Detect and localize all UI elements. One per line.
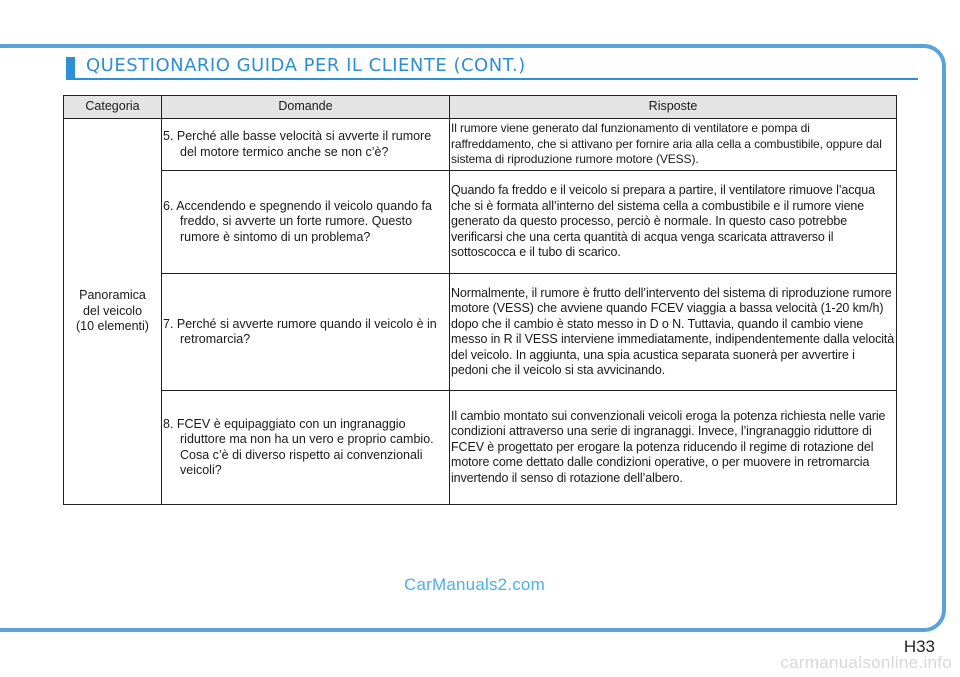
question-cell	[162, 391, 450, 505]
question-cell	[162, 119, 450, 171]
category-line: (10 elementi)	[76, 319, 149, 334]
category-line: del veicolo	[82, 303, 143, 318]
column-header-questions: Domande	[162, 96, 450, 119]
column-header-category: Categoria	[64, 96, 162, 119]
answer-text: Il rumore viene generato dal funzionamento di ventilatore e pompa di raffreddamento, che si attivano per fornire aria alla cella a combustibile, oppure dal sistema di riproduzione rumore motore (VESS).	[451, 121, 882, 167]
questionnaire-table	[63, 95, 897, 505]
answer-cell	[450, 171, 897, 274]
question-text: 7. Perché si avverte rumore quando il veicolo è in retromarcia?	[163, 316, 437, 346]
page-number: H33	[903, 637, 935, 656]
watermark-link[interactable]: CarManuals2.com	[404, 575, 545, 594]
source-watermark: carmanualsonline.info	[780, 653, 952, 672]
title-accent-bar	[66, 57, 75, 79]
table-header-row	[64, 96, 897, 119]
question-cell	[162, 274, 450, 391]
question-text: 5. Perché alle basse velocità si avverte il rumore del motore termico anche se non c’è?	[163, 129, 432, 159]
table-row	[64, 274, 897, 391]
answer-text: Il cambio montato sui convenzionali veicoli eroga la potenza richiesta nelle varie condizioni attraverso una serie di ingranaggi. Invece, l’ingranaggio riduttore di FCEV è progettato per erogare la potenza riducendo il regime di rotazione del motore come dettato dalle condizioni operative, o per muovere in retromarcia invertendo il senso di rotazione dell’albero.	[451, 408, 886, 485]
table-row	[64, 119, 897, 171]
table-row	[64, 391, 897, 505]
answer-text: Normalmente, il rumore è frutto dell’intervento del sistema di riproduzione rumore motore (VESS) che avviene quando FCEV viaggia a bassa velocità (1-20 km/h) dopo che il cambio è stato messo in D o N. Tuttavia, quando il cambio viene messo in R il VESS interviene immediatamente, indipendentemente dalla velocità del veicolo. In aggiunta, una spia acustica separata suonerà per avvertire i pedoni che il veicolo si sta avvicinando.	[451, 285, 895, 377]
column-header-answers: Risposte	[450, 96, 897, 119]
question-text: 8. FCEV è equipaggiato con un ingranaggio riduttore ma non ha un vero e proprio cambio. Cosa c’è di diverso rispetto ai convenzionali veicoli?	[163, 416, 434, 477]
category-cell	[64, 119, 162, 505]
question-text: 6. Accendendo e spegnendo il veicolo quando fa freddo, si avverte un forte rumore. Questo rumore è sintomo di un problema?	[163, 198, 432, 244]
page-title: QUESTIONARIO GUIDA PER IL CLIENTE (CONT.)	[86, 55, 526, 76]
table-row	[64, 171, 897, 274]
answer-cell	[450, 274, 897, 391]
answer-text: Quando fa freddo e il veicolo si prepara a partire, il ventilatore rimuove l’acqua che si è formata all’interno del sistema cella a combustibile e il rumore viene generato da questo processo, perciò è normale. In questo caso potrebbe verificarsi che una certa quantità di acqua venga scaricata attraverso il sottoscocca e il tubo di scarico.	[451, 183, 875, 260]
title-underline	[66, 78, 918, 80]
answer-cell	[450, 391, 897, 505]
question-cell	[162, 171, 450, 274]
category-line: Panoramica	[79, 288, 146, 303]
answer-cell	[450, 119, 897, 171]
